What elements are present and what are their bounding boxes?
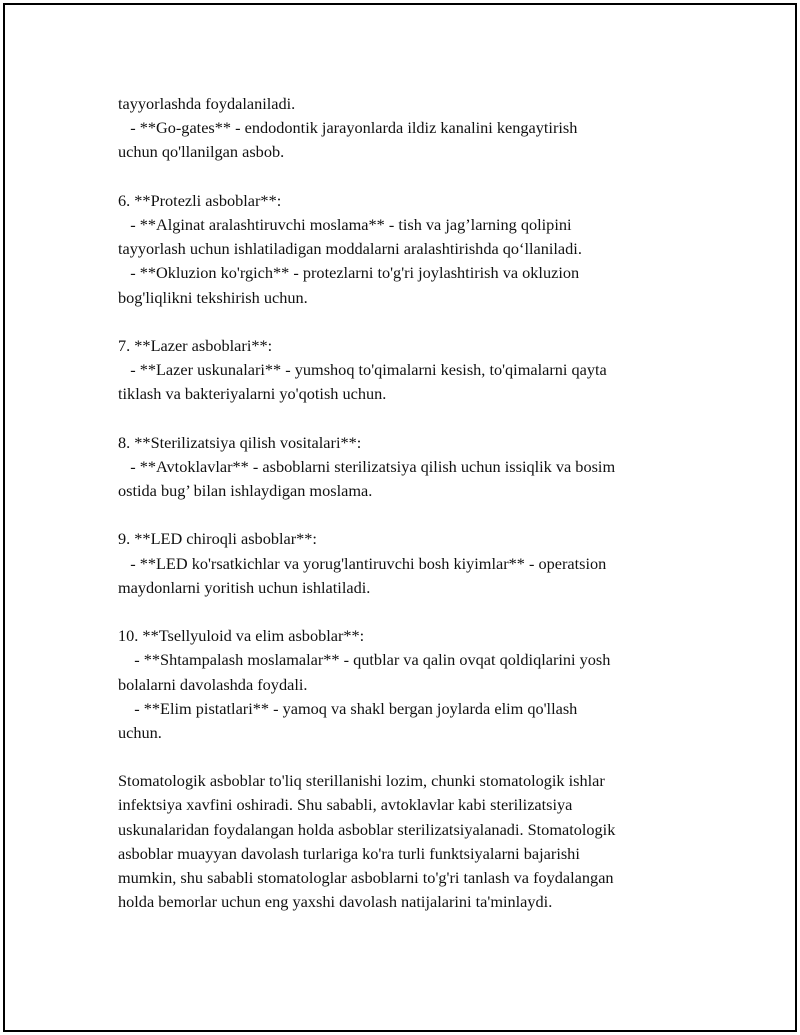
text-line: tiklash va bakteriyalarni yo'qotish uchun. xyxy=(118,384,387,404)
blank-line xyxy=(118,745,698,769)
text-line: 7. **Lazer asboblari**: xyxy=(118,335,273,355)
text-line: bog'liqlikni tekshirish uchun. xyxy=(118,287,308,307)
text-line: bolalarni davolashda foydali. xyxy=(118,674,308,694)
text-line: - **Go-gates** - endodontik jarayonlarda ildiz kanalini kengaytirish xyxy=(118,118,578,138)
text-line: - **Lazer uskunalari** - yumshoq to'qimalarni kesish, to'qimalarni qayta xyxy=(118,360,607,380)
text-line: Stomatologik asboblar to'liq sterillanishi lozim, chunki stomatologik ishlar xyxy=(118,771,605,791)
text-line: uskunalaridan foydalangan holda asboblar sterilizatsiyalanadi. Stomatologik xyxy=(118,819,616,839)
blank-line xyxy=(118,165,698,189)
text-line: - **Alginat aralashtiruvchi moslama** - tish va jag’larning qolipini xyxy=(118,214,572,234)
text-line: ostida bug’ bilan ishlaydigan moslama. xyxy=(118,481,373,500)
text-line: uchun qo'llanilgan asbob. xyxy=(118,142,285,162)
text-line: 10. **Tsellyuloid va elim asboblar**: xyxy=(118,626,365,646)
text-line: infektsiya xavfini oshiradi. Shu sababli, avtoklavlar kabi sterilizatsiya xyxy=(118,795,573,815)
text-line: 8. **Sterilizatsiya qilish vositalari**: xyxy=(118,432,362,452)
blank-line xyxy=(118,310,698,334)
blank-line xyxy=(118,600,698,624)
text-line: holda bemorlar uchun eng yaxshi davolash natijalarini ta'minlaydi. xyxy=(118,892,553,912)
text-line: mumkin, shu sababli stomatologlar asboblarni to'g'ri tanlash va foydalangan xyxy=(118,868,614,887)
text-line: asboblar muayyan davolash turlariga ko'ra turli funktsiyalarni bajarishi xyxy=(118,843,580,863)
text-line: uchun. xyxy=(118,722,162,742)
document-body xyxy=(118,92,698,914)
text-line: 9. **LED chiroqli asboblar**: xyxy=(118,529,317,549)
text-line: - **LED ko'rsatkichlar va yorug'lantiruvchi bosh kiyimlar** - operatsion xyxy=(118,553,607,573)
text-line: tayyorlashda foydalaniladi. xyxy=(118,94,296,113)
blank-line xyxy=(118,406,698,430)
text-line: - **Okluzion ko'rgich** - protezlarni to'g'ri joylashtirish va okluzion xyxy=(118,263,580,283)
text-line: maydonlarni yoritish uchun ishlatiladi. xyxy=(118,577,371,597)
text-line: 6. **Protezli asboblar**: xyxy=(118,190,282,210)
text-line: tayyorlash uchun ishlatiladigan moddalarni aralashtirishda qo‘llaniladi. xyxy=(118,239,582,259)
text-line: - **Elim pistatlari** - yamoq va shakl bergan joylarda elim qo'llash xyxy=(118,698,578,718)
text-line: - **Avtoklavlar** - asboblarni sterilizatsiya qilish uchun issiqlik va bosim xyxy=(118,456,616,476)
blank-line xyxy=(118,503,698,527)
text-line: - **Shtampalash moslamalar** - qutblar va qalin ovqat qoldiqlarini yosh xyxy=(118,650,611,670)
